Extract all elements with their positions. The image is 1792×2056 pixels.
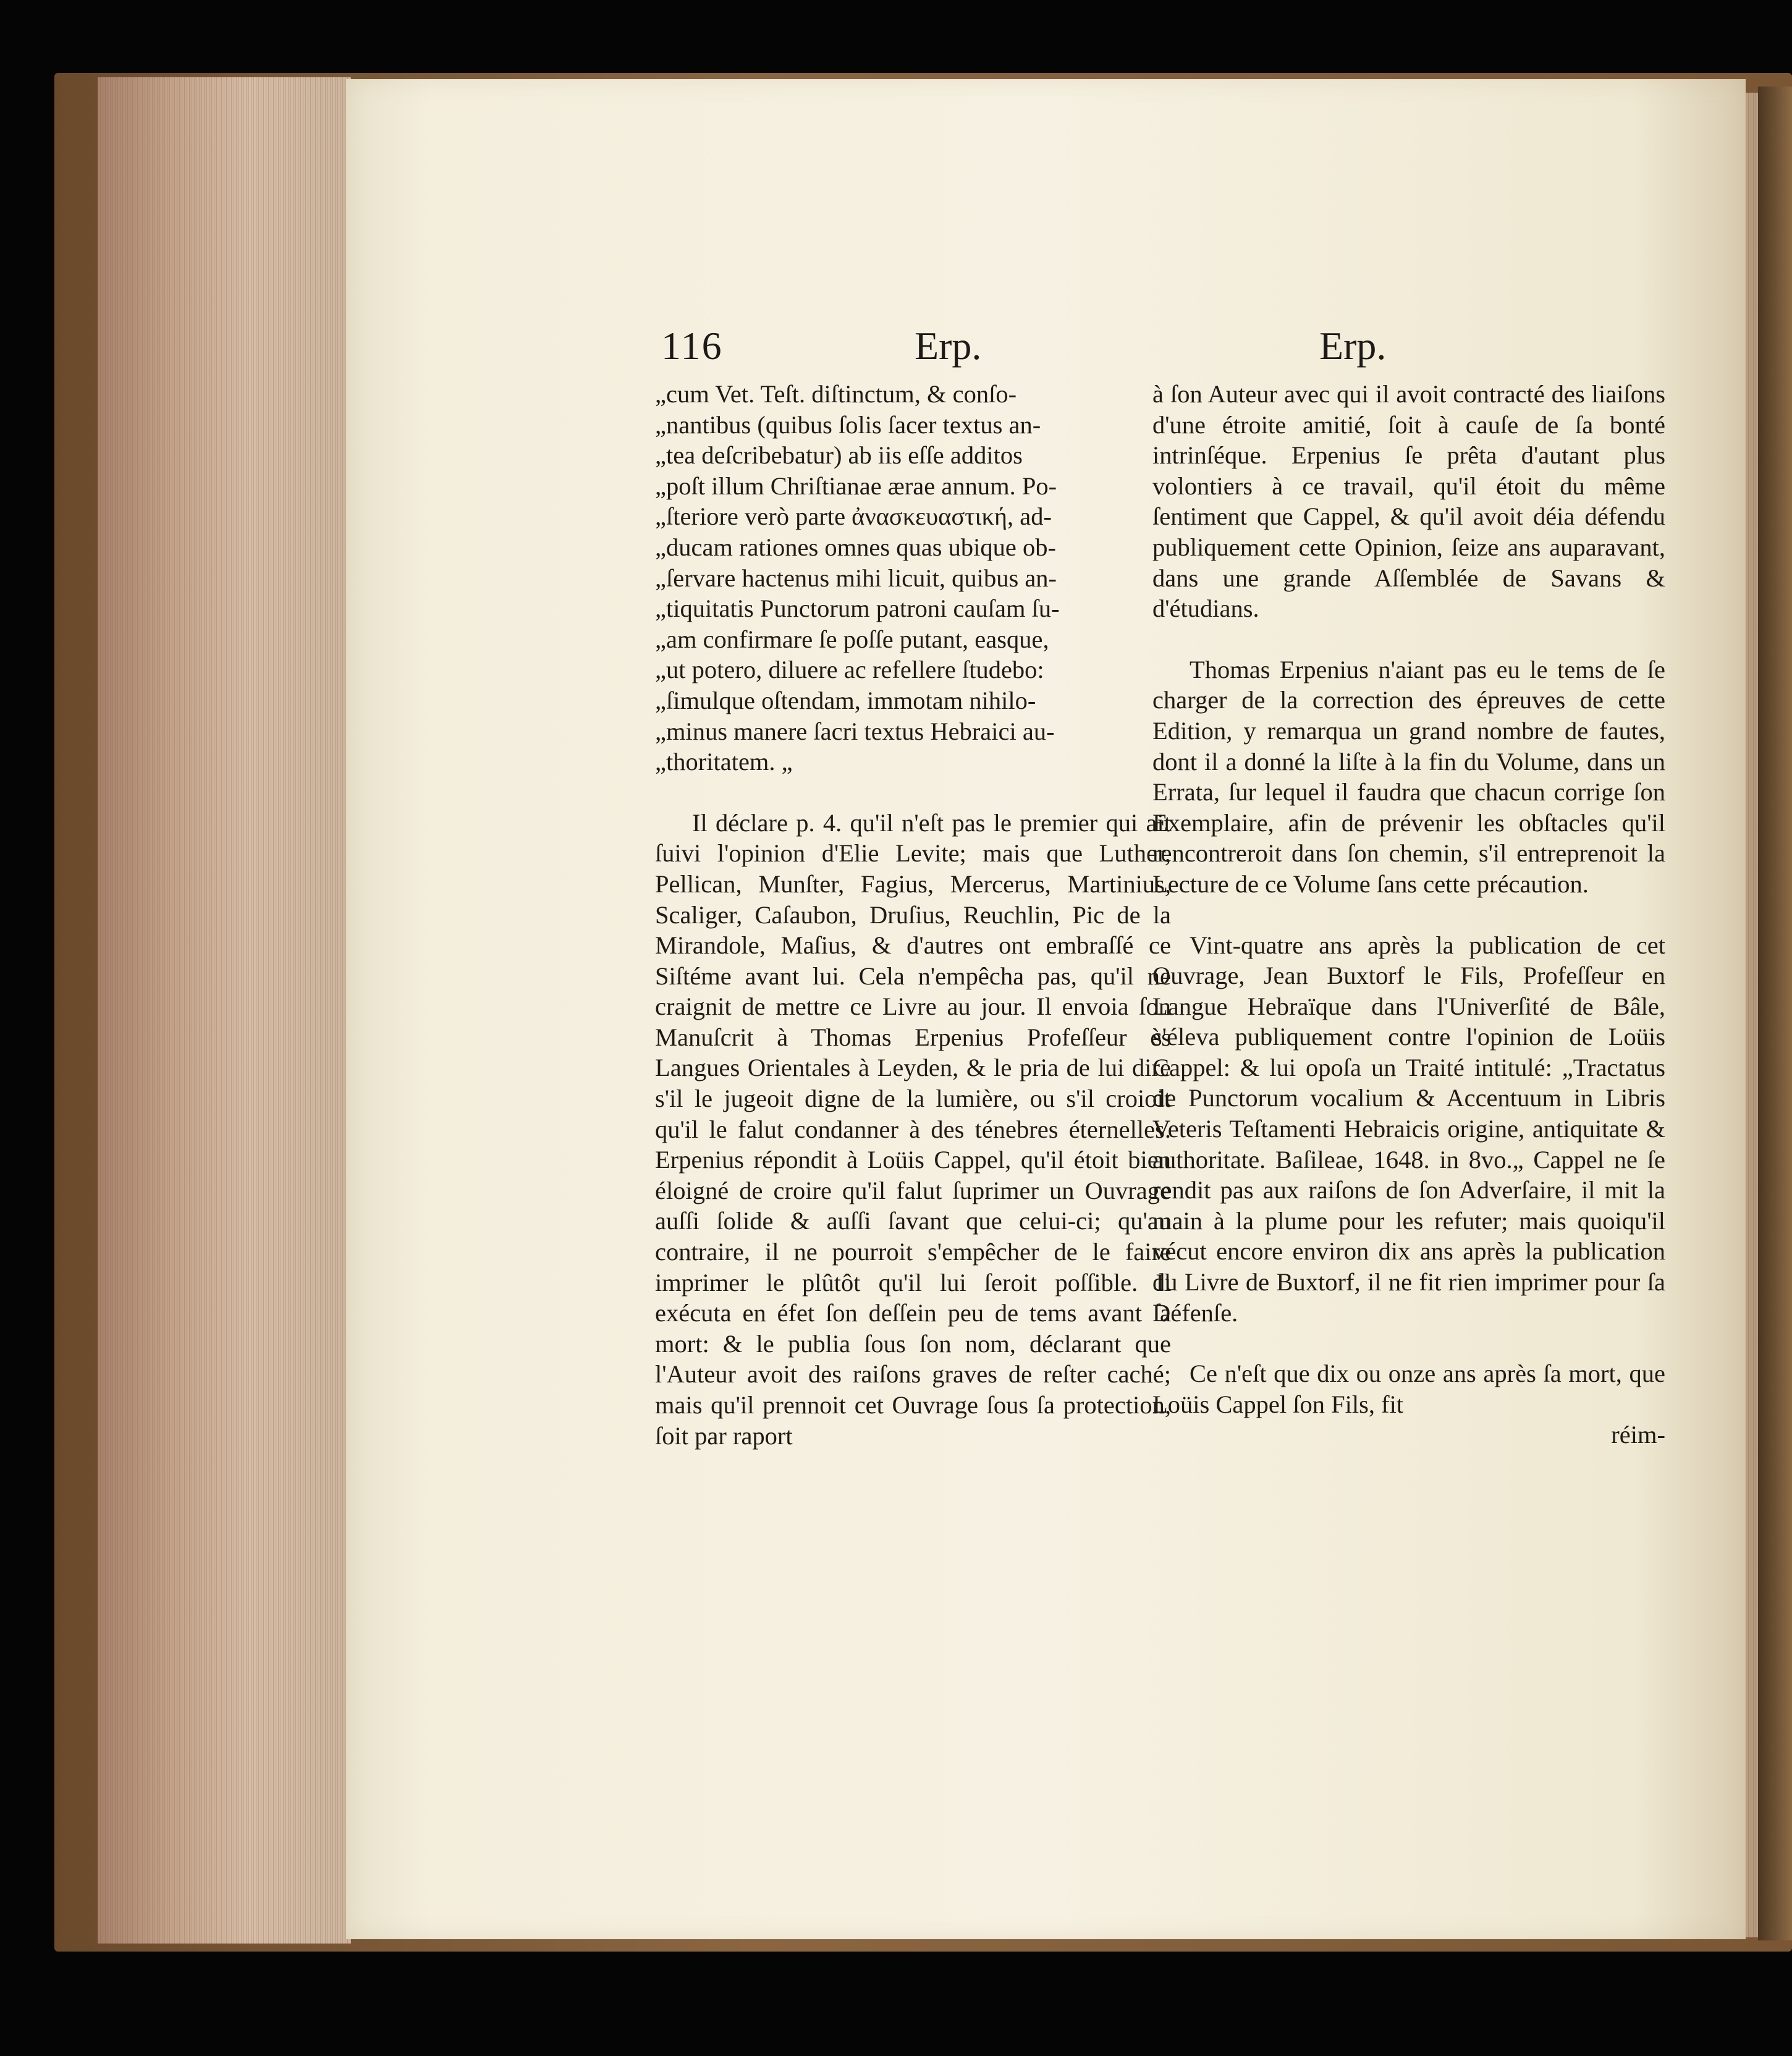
quote-line: „minus manere ſacri textus Hebraici au- <box>655 717 1055 745</box>
left-column <box>655 379 1171 1451</box>
quote-line: „cum Vet. Teſt. diſtinctum, & conſo- <box>655 380 1017 408</box>
paragraph: à ſon Auteur avec qui il avoit contracté des liaiſons d'une étroite amitié, ſoit à cauſe de ſa bonté intrinſéque. Erpenius ſe prêta d'autant plus volontiers à ce travail, qu'il étoit du même ſentiment que Cappel, & qu'il avoit déia défendu publiquement cette Opinion, ſeize ans auparavant, dans une grande Aſſemblée de Savans & d'étudians. <box>1152 380 1665 623</box>
paragraph: Thomas Erpenius n'aiant pas eu le tems de ſe charger de la correction des épreuves de cette Edition, y remarqua un grand nombre de fautes, dont il a donné la liſte à la fin du Volume, dans un Errata, ſur lequel il faudra que chacun corrige ſon Exemplaire, afin de prévenir les obſtacles qu'il rencontreroit dans ſon chemin, s'il entreprenoit la Lecture de ce Volume ſans cette précaution. <box>1152 655 1665 898</box>
quote-line: „nantibus (quibus ſolis ſacer textus an- <box>655 410 1041 439</box>
catchword: réim- <box>1611 1421 1665 1449</box>
page-header <box>346 323 1746 385</box>
paragraph: Il déclare p. 4. qu'il n'eſt pas le premier qui ait ſuivi l'opinion d'Elie Levite; mais que Luther, Pellican, Munſter, Fagius, Mercerus, Martinius, Scaliger, Caſaubon, Druſius, Reuchlin, Pic de la Mirandole, Maſius, & d'autres ont embraſſé ce Siſtéme avant lui. Cela n'empêcha pas, qu'il ne craignit de mettre ce Livre au jour. Il envoia ſon Manuſcrit à Thomas Erpenius Profeſſeur ès Langues Orientales à Leyden, & le pria de lui dire s'il le jugeoit digne de la lumière, ou s'il croioit qu'il le falut condanner à des ténebres éternelles. Erpenius répondit à Loüis Cappel, qu'il étoit bien éloigné de croire qu'il falut ſuprimer un Ouvrage auſſi ſolide & auſſi ſavant que celui-ci; qu'au contraire, il ne pourroit s'empêcher de le faire imprimer le plûtôt qu'il lui ſeroit poſſible. Il exécuta en éfet ſon deſſein peu de tems avant ſa mort: & le publia ſous ſon nom, déclarant que l'Auteur avoit des raiſons graves de reſter caché; mais qu'il prennoit cet Ouvrage ſous ſa protection, ſoit par raport <box>655 808 1171 1450</box>
quote-line: „ut potero, diluere ac refellere ſtudebo: <box>655 656 1044 684</box>
quote-line: „tiquitatis Punctorum patroni cauſam ſu- <box>655 594 1060 623</box>
quote-line: „ſimulque oſtendam, immotam nihilo- <box>655 686 1036 714</box>
book-page <box>346 79 1746 1939</box>
quote-block <box>655 379 1171 777</box>
right-column <box>1152 379 1665 1450</box>
paragraph: Vint-quatre ans après la publication de cet Ouvrage, Jean Buxtorf le Fils, Profeſſeur en Langue Hebraïque dans l'Univerſité de Bâle, s'éleva publiquement contre l'opinion de Loüis Cappel: & lui opoſa un Traité intitulé: „Tractatus de Punctorum vocalium & Accentuum in Libris Veteris Teſtamenti Hebraicis origine, antiquitate & authoritate. Baſileae, 1648. in 8vo.„ Cappel ne ſe rendit pas aux raiſons de ſon Adverſaire, il mit la main à la plume pour les refuter; mais quoiqu'il vécut encore environ dix ans après la publication du Livre de Buxtorf, il ne fit rien imprimer pour ſa Défenſe. <box>1152 931 1665 1327</box>
quote-line: „ducam rationes omnes quas ubique ob- <box>655 533 1056 561</box>
quote-line: „ſervare hactenus mihi licuit, quibus an- <box>655 564 1057 592</box>
page-number: 116 <box>661 324 723 368</box>
quote-line: „poſt illum Chriſtianae ærae annum. Po- <box>655 472 1057 500</box>
running-head-right: Erp. <box>1319 324 1387 368</box>
paragraph: Ce n'eſt que dix ou onze ans après ſa mort, que Loüis Cappel ſon Fils, fit <box>1152 1360 1665 1418</box>
book-cover-edge <box>1758 87 1792 1940</box>
quote-line: „thoritatem. „ <box>655 748 793 776</box>
quote-line: „am confirmare ſe poſſe putant, easque, <box>655 625 1049 653</box>
quote-line: „ſteriore verò parte ἀνασκευαστική, ad- <box>655 502 1052 531</box>
page-block-left <box>98 77 351 1944</box>
running-head-left: Erp. <box>915 324 982 368</box>
quote-line: „tea deſcribebatur) ab iis eſſe additos <box>655 441 1023 470</box>
